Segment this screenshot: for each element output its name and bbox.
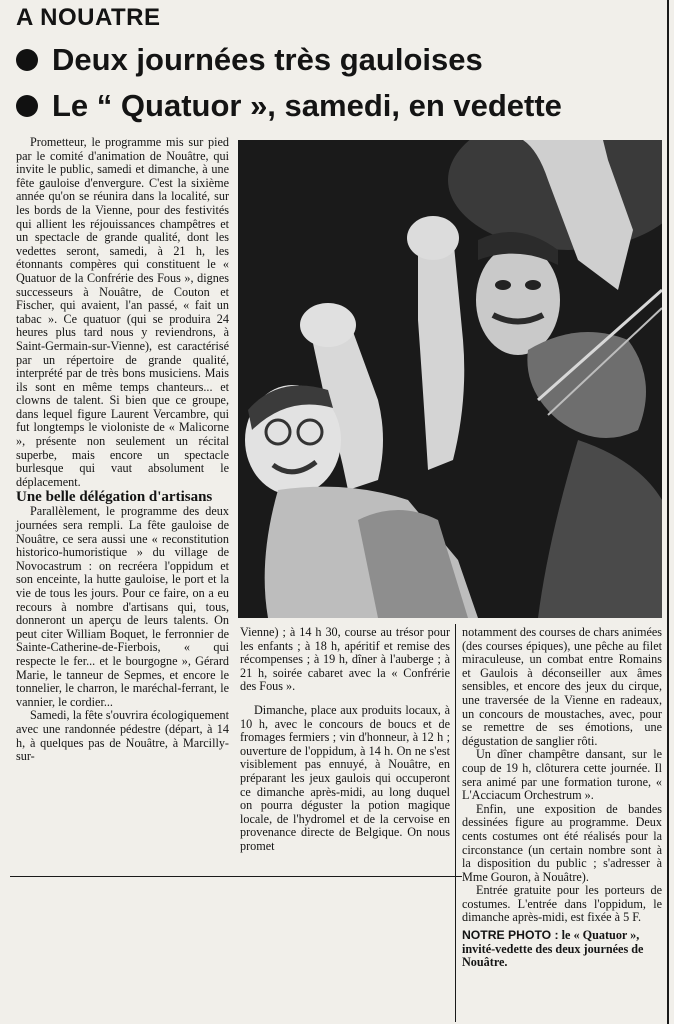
horizontal-rule <box>10 876 462 877</box>
section-kicker: A NOUATRE <box>16 4 161 31</box>
column-divider <box>455 624 456 1022</box>
article-photo <box>238 140 662 618</box>
article-column-2 <box>240 626 450 854</box>
clipping-edge-rule <box>667 0 669 1024</box>
article-column-3 <box>462 626 662 970</box>
headline-2 <box>16 88 562 124</box>
article-column-1 <box>16 136 229 764</box>
paragraph-exposition: Enfin, une exposition de bandes dessinées figure au programme. Deux cents costumes ont été réalisés pour la circonstance (un certain nombre sont à la disposition du public ; s'adresser à Mme Gouron, à Nouâtre). <box>462 801 662 884</box>
paragraph-intro: Prometteur, le programme mis sur pied par le comité d'animation de Nouâtre, qui invite le public, samedi et dimanche, à une fête gauloise d'envergure. C'est la sixième année qu'on se réunira dans la localité, sur les bords de la Vienne, pour des festivités qui allient les réjouissances champêtres et un spectacle de grande qualité, dont les vedettes seront, samedi, à 21 h, les étonnants compères qui constituent le « Quatuor de la Confrérie des Fous », dignes successeurs à Nouâtre, de Couton et Fischer, qui avaient, l'an passé, « fait un tabac ». Ce quatuor (qui se produira 24 heures plus tard nous y reviendrons, à Saint-Germain-sur-Vienne), est caractérisé par un répertoire de grande qualité, interprété par de très bons musiciens. Mais ils sont en même temps chanteurs... et clowns de talent. Si bien que ce groupe, dans lequel figure Laurent Vercambre, qui fut longtemps le violoniste de « Malicorne », présente non seulement un récital superbe, mais encore un spectacle burlesque qui vaut absolument le déplacement. <box>16 135 229 489</box>
paragraph-dimanche: Dimanche, place aux produits locaux, à 10 h, avec le concours de boucs et de fromages fermiers ; vin d'honneur, à 12 h ; ouverture de l'oppidum, à 14 h. On ne s'est visiblement pas ennuyé, à Nouâtre, en préparant les jeux gaulois qui occuperont ce dimanche après-midi, au long duquel on pourra déguster la potion magique locale, de l'hydromel et de la cervoise en provenance directe de Belgique. On nous promet <box>240 702 450 853</box>
subhead: Une belle délégation d'artisans <box>16 489 213 506</box>
caption-text: le « Quatuor », invité-vedette des deux journées de Nouâtre. <box>462 928 644 970</box>
photo-caption <box>462 929 662 970</box>
headline-1-text: Deux journées très gauloises <box>52 42 483 77</box>
caption-lead: NOTRE PHOTO : <box>462 928 559 943</box>
headline-2-text: Le “ Quatuor », samedi, en vedette <box>52 88 562 123</box>
paragraph-diner: Un dîner champêtre dansant, sur le coup de 19 h, clôturera cette journée. Il sera animé par une formation turone, « L'Acciacum Orchestrum ». <box>462 747 662 803</box>
paragraph-entree: Entrée gratuite pour les porteurs de costumes. L'entrée dans l'oppidum, le dimanche après-midi, est fixée à 5 F. <box>462 883 662 925</box>
paragraph-vienne: Vienne) ; à 14 h 30, course au trésor pour les enfants ; à 18 h, apéritif et remise des récompenses ; à 19 h, dîner à l'auberge ; à 21 h, soirée cabaret avec la « Confrérie des Fous ». <box>240 625 450 694</box>
paragraph-samedi: Samedi, la fête s'ouvrira écologiquement avec une randonnée pédestre (départ, à 14 h, à quelques pas de Nouâtre, à Marcilly-sur- <box>16 708 229 764</box>
bullet-icon <box>16 95 38 117</box>
paragraph-courses: notamment des courses de chars animées (des courses épiques), une pêche au filet miraculeuse, un combat entre Romains et Gaulois à déconseiller aux âmes sensibles, et encore des jeux du cirque, une traversée de la Vienne en radeaux, un concours de moustaches, avec, pour se remettre de ses émotions, une dégustation de sanglier rôti. <box>462 625 663 748</box>
photo-quatuor-image <box>238 140 662 618</box>
bullet-icon <box>16 49 38 71</box>
headline-1 <box>16 42 483 78</box>
paragraph-artisans: Parallèlement, le programme des deux journées sera rempli. La fête gauloise de Nouâtre, ce sera aussi une « reconstitution historico-humoristique » du village de Novocastrum : on recréera l'oppidum et son enceinte, la hutte gauloise, le port et la vie de tous les jours. Pour ce faire, on a eu recours à nombre d'artisans qui, tous, donneront un aperçu de leurs talents. On peut citer William Boquet, le ferronnier de Sainte-Catherine-de-Fierbois, « qui respecte le fer... et le bourgogne », Gérard Marie, le tanneur de Sepmes, et encore le tonnelier, le charron, le maréchal-ferrant, le vannier, le cordier... <box>16 504 229 709</box>
